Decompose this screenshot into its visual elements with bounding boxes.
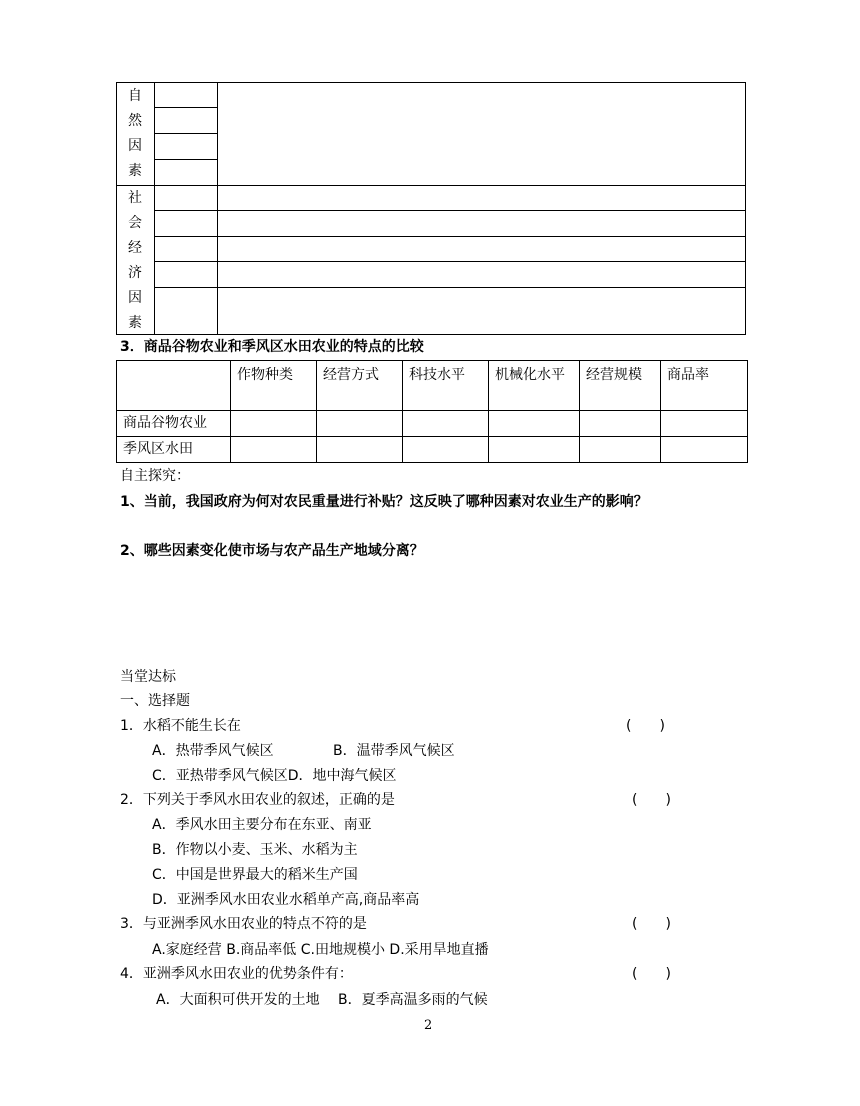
label-char: 自 [128,88,142,104]
table-cell [580,437,661,463]
table-cell [317,437,403,463]
table-cell [231,437,317,463]
answer-blank: ( ) [626,718,665,734]
row-label: 季风区水田 [117,437,231,463]
table-cell [661,411,748,437]
header-commodity-rate: 商品率 [661,361,748,411]
question-3-options: A.家庭经营 B.商品率低 C.田地规模小 D.采用旱地直播 [152,942,489,958]
header-technology: 科技水平 [403,361,489,411]
page-number: 2 [424,1018,433,1033]
label-char: 素 [128,163,142,179]
header-cell-empty [117,361,231,411]
table-header-row [117,361,748,411]
table-cell [403,411,489,437]
explore-question-2: 2、哪些因素变化使市场与农产品生产地域分离？ [120,543,424,559]
question-2-option-b: B．作物以小麦、玉米、水稻为主 [152,842,358,858]
table-cell [489,411,580,437]
table-cell [580,411,661,437]
header-crop-type: 作物种类 [231,361,317,411]
table-cell [489,437,580,463]
choice-section-heading: 一、选择题 [120,693,190,709]
question-1-stem: 1．水稻不能生长在 [120,718,241,734]
header-management: 经营方式 [317,361,403,411]
question-1-option-a: A．热带季风气候区 [152,743,274,759]
question-4-options: A．大面积可供开发的土地 B．夏季高温多雨的气候 [156,992,488,1008]
label-char: 社 [128,190,142,206]
social-factors-label [116,186,154,336]
label-char: 济 [128,265,142,281]
header-mechanization: 机械化水平 [489,361,580,411]
label-char: 因 [128,138,142,154]
natural-factors-label [116,84,154,184]
question-4-stem: 4．亚洲季风水田农业的优势条件有： [120,966,353,982]
table-cell [403,437,489,463]
label-char: 因 [128,290,142,306]
table-cell [231,411,317,437]
answer-blank: ( ) [632,792,671,808]
header-scale: 经营规模 [580,361,661,411]
label-char: 然 [128,113,142,129]
question-2-stem: 2．下列关于季风水田农业的叙述，正确的是 [120,792,395,808]
answer-blank: ( ) [632,966,671,982]
label-char: 会 [128,215,142,231]
question-1-option-b: B．温带季风气候区 [333,743,455,759]
comparison-table [116,360,748,463]
section3-title: 3．商品谷物农业和季风区水田农业的特点的比较 [120,339,424,355]
question-1-option-cd: C．亚热带季风气候区D．地中海气候区 [152,768,397,784]
question-2-option-a: A．季风水田主要分布在东亚、南亚 [152,817,372,833]
question-3-stem: 3．与亚洲季风水田农业的特点不符的是 [120,916,367,932]
label-char: 经 [128,240,142,256]
row-label: 商品谷物农业 [117,411,231,437]
question-2-option-c: C．中国是世界最大的稻米生产国 [152,867,358,883]
table-row [117,411,748,437]
table-cell [317,411,403,437]
practice-heading: 当堂达标 [120,669,176,685]
explore-question-1: 1、当前，我国政府为何对农民重量进行补贴？这反映了哪种因素对农业生产的影响？ [120,494,648,510]
question-2-option-d: D．亚洲季风水田农业水稻单产高,商品率高 [152,892,420,908]
table-row [117,437,748,463]
explore-heading: 自主探究： [120,468,190,484]
label-char: 素 [128,315,142,331]
answer-blank: ( ) [632,916,671,932]
table-cell [661,437,748,463]
